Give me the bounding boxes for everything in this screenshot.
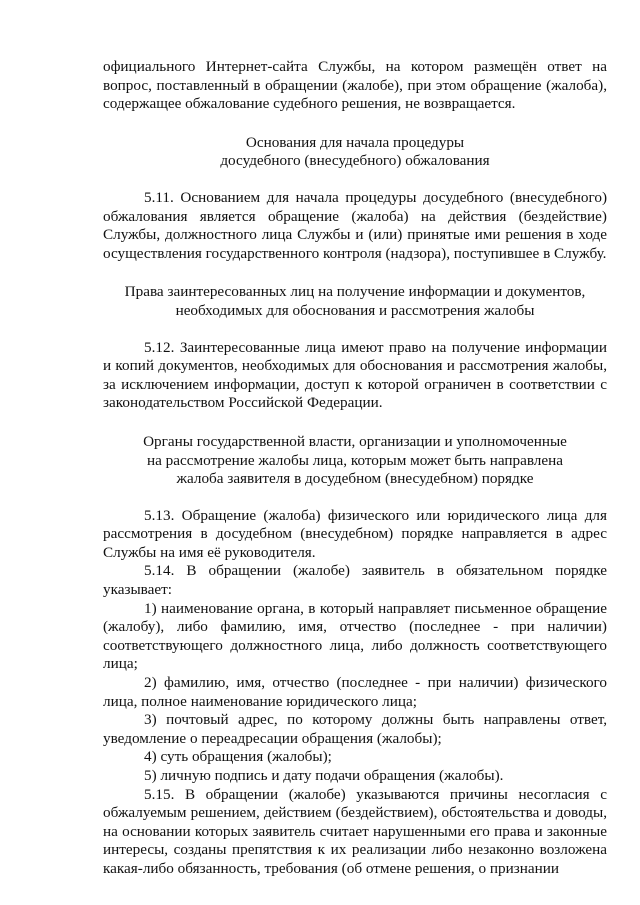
section-heading-rights — [103, 283, 607, 320]
heading-line: досудебного (внесудебного) обжалования — [220, 152, 490, 170]
paragraph-5-11: 5.11. Основанием для начала процедуры досудебного (внесудебного) обжалования является обращение (жалоба) на действия (бездействие) Службы, должностного лица Службы и (или) принятые ими решения в ходе осуществления государственного контроля (надзора), поступившее в Службу. — [103, 188, 607, 262]
heading-line: необходимых для обоснования и рассмотрения жалобы — [175, 301, 535, 319]
heading-line: Права заинтересованных лиц на получение информации и документов, — [124, 283, 586, 301]
heading-line: Органы государственной власти, организации и уполномоченные — [143, 432, 567, 450]
heading-line: жалоба заявителя в досудебном (внесудебном) порядке — [176, 470, 534, 488]
list-item-4: 4) суть обращения (жалобы); — [144, 748, 332, 766]
paragraph-5-15: 5.15. В обращении (жалобе) указываются причины несогласия с обжалуемым решением, действием (бездействием), обстоятельства и доводы, на основании которых заявитель считает нарушенными его права и законные интересы, созданы препятствия к их реализации либо незаконно возложена какая-либо обязанность, требования (об отмене решения, о признании — [103, 785, 607, 877]
paragraph-5-13: 5.13. Обращение (жалоба) физического или юридического лица для рассмотрения в досудебном (внесудебном) порядке направляется в адрес Службы на имя её руководителя. — [103, 506, 607, 561]
list-item-2: 2) фамилию, имя, отчество (последнее - при наличии) физического лица, полное наименование юридического лица; — [103, 674, 607, 710]
list-item-3: 3) почтовый адрес, по которому должны быть направлены ответ, уведомление о переадресации обращения (жалобы); — [103, 711, 607, 747]
section-heading-grounds — [103, 134, 607, 171]
document-page — [103, 58, 607, 879]
list-item-1: 1) наименование органа, в который направляет письменное обращение (жалобу), либо фамилию, имя, отчество (последнее - при наличии) соответствующего должностного лица, либо должность соответствующего лица; — [103, 599, 607, 673]
heading-line: на рассмотрение жалобы лица, которым может быть направлена — [147, 451, 563, 469]
heading-line: Основания для начала процедуры — [245, 133, 465, 151]
paragraph-5-12: 5.12. Заинтересованные лица имеют право на получение информации и копий документов, необходимых для обоснования и рассмотрения жалобы, за исключением информации, доступ к которой ограничен в соответствии с законодательством Российской Федерации. — [103, 338, 607, 412]
continuation-paragraph: официального Интернет-сайта Службы, на котором размещён ответ на вопрос, поставленный в обращении (жалобе), при этом обращение (жалоба), содержащее обжалование судебного решения, не возвращается. — [103, 58, 607, 113]
list-item-5: 5) личную подпись и дату подачи обращения (жалобы). — [144, 767, 504, 784]
section-heading-authorities — [103, 433, 607, 489]
paragraph-5-14: 5.14. В обращении (жалобе) заявитель в обязательном порядке указывает: — [103, 562, 607, 599]
